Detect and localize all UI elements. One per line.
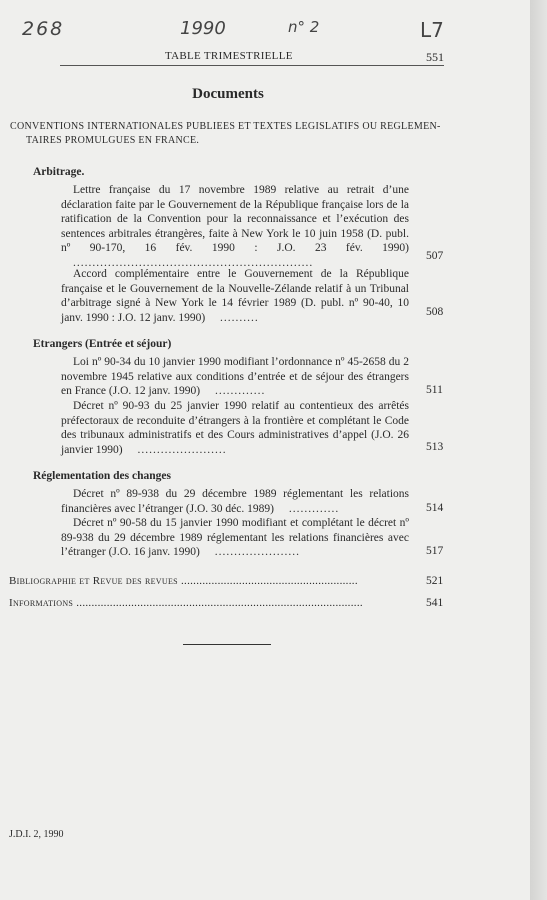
header-rule: [60, 65, 444, 66]
toc-page: 521: [426, 575, 444, 587]
entry-text: Décret nº 90-93 du 25 janvier 1990 relatif au contentieux des arrêtés préfectoraux de reconduite d’étrangers à la frontière et complétant le Code des tribunaux administratifs et des Cours administratives d’appel (J.O. 26 janvier 1990): [61, 400, 409, 456]
entry-page: 511: [426, 384, 443, 396]
handwritten-note: 1990: [180, 18, 226, 39]
running-head-title: TABLE TRIMESTRIELLE: [165, 50, 293, 62]
group-heading: Etrangers (Entrée et séjour): [33, 338, 172, 350]
toc-label: Bibliographie et Revue des revues: [9, 575, 178, 587]
toc-line: Bibliographie et Revue des revues ..........................................................: [9, 575, 358, 587]
group-heading: Réglementation des changes: [33, 470, 171, 482]
toc-entry: Décret nº 90-58 du 15 janvier 1990 modifiant et complétant le décret nº 89-938 du 29 décembre 1989 réglementant les relations financières avec l’étranger (J.O. 16 janv. 1990) ......................: [61, 517, 409, 559]
toc-entry: Décret nº 90-93 du 25 janvier 1990 relatif au contentieux des arrêtés préfectoraux de reconduite d’étrangers à la frontière et complétant le Code des tribunaux administratifs et des Cours administratives d’appel (J.O. 26 janvier 1990) .......................: [61, 400, 409, 456]
entry-page: 507: [426, 250, 444, 262]
entry-page: 513: [426, 441, 444, 453]
toc-entry: Loi nº 90-34 du 10 janvier 1990 modifiant l’ordonnance nº 45-2658 du 2 novembre 1945 relative aux conditions d’entrée et de séjour des étrangers en France (J.O. 12 janv. 1990) .............: [61, 356, 409, 398]
entry-page: 514: [426, 502, 444, 514]
handwritten-note: 268: [22, 18, 65, 40]
handwritten-note: L7: [420, 18, 444, 42]
section-heading-line: TAIRES PROMULGUES EN FRANCE.: [26, 135, 200, 146]
entry-text: Décret nº 89-938 du 29 décembre 1989 réglementant les relations financières avec l’étranger (J.O. 30 déc. 1989): [61, 488, 409, 515]
section-heading-line: CONVENTIONS INTERNATIONALES PUBLIEES ET TEXTES LEGISLATIFS OU REGLEMEN-: [10, 121, 441, 132]
entry-text: Lettre française du 17 novembre 1989 relative au retrait d’une déclaration faite par le Gouvernement de la République française lors de la ratification de la Convention pour la reconnaissance et l’exécution des sentences arbitrales étrangères, faite à New York le 10 juin 1958 (D. publ. nº 90-170, 16 fév. 1990 : J.O. 23 fév. 1990): [61, 184, 409, 255]
page-title: Documents: [192, 86, 264, 102]
toc-entry: Décret nº 89-938 du 29 décembre 1989 réglementant les relations financières avec l’étranger (J.O. 30 déc. 1989) .............: [61, 488, 409, 515]
toc-entry: Lettre française du 17 novembre 1989 relative au retrait d’une déclaration faite par le Gouvernement de la République française lors de la ratification de la Convention pour la reconnaissance et l’exécution des sentences arbitrales étrangères, faite à New York le 10 juin 1958 (D. publ. nº 90-170, 16 fév. 1990 : J.O. 23 fév. 1990) ..............................................................: [61, 184, 409, 269]
entry-text: Accord complémentaire entre le Gouvernement de la République française et le Gouvernement de la Nouvelle-Zélande relatif à un Tribunal d’arbitrage signé à New York le 14 février 1989 (D. publ. nº 90-40, 10 janv. 1990 : J.O. 12 janv. 1990): [61, 268, 409, 324]
toc-label: Informations: [9, 597, 74, 609]
closing-rule: [183, 644, 271, 645]
group-heading: Arbitrage.: [33, 166, 85, 178]
entry-page: 517: [426, 545, 444, 557]
toc-entry: Accord complémentaire entre le Gouvernement de la République française et le Gouvernement de la Nouvelle-Zélande relatif à un Tribunal d’arbitrage signé à New York le 14 février 1989 (D. publ. nº 90-40, 10 janv. 1990 : J.O. 12 janv. 1990) ..........: [61, 268, 409, 324]
section-heading: [10, 120, 450, 148]
page-number: 551: [426, 50, 444, 64]
entry-text: Loi nº 90-34 du 10 janvier 1990 modifiant l’ordonnance nº 45-2658 du 2 novembre 1945 relative aux conditions d’entrée et de séjour des étrangers en France (J.O. 12 janv. 1990): [61, 356, 409, 398]
toc-line: Informations ..............................................................................................: [9, 597, 363, 609]
footer-citation: J.D.I. 2, 1990: [9, 829, 64, 840]
page-edge: [530, 0, 547, 900]
toc-page: 541: [426, 597, 444, 609]
entry-page: 508: [426, 306, 444, 318]
entry-text: Décret nº 90-58 du 15 janvier 1990 modifiant et complétant le décret nº 89-938 du 29 décembre 1989 réglementant les relations financières avec l’étranger (J.O. 16 janv. 1990): [61, 517, 409, 559]
handwritten-note: n° 2: [288, 18, 320, 36]
